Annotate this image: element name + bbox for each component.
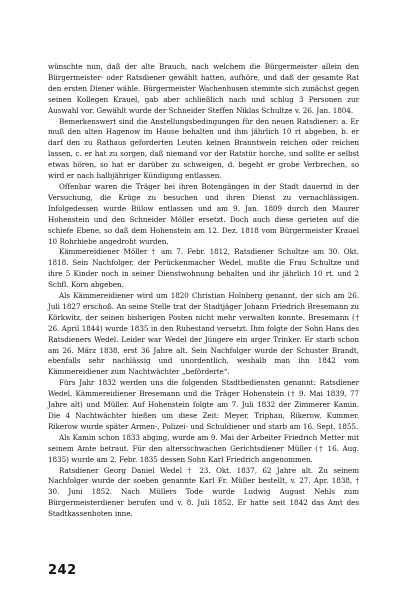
paragraph-conditions: Bemerkenswert sind die Anstellungsbedingungen für den neuen Ratsdiener: a. Er muß den alten Hagenow im Hause behalten und ihm jährlich 10 rt abgeben, b. er darf den zu Rathaus geforderten Leuten keinen Branntwein reichen oder reichen lassen, c. er hat zu sorgen, daß niemand vor der Ratstür horche, und sollte er selbst etwas hören, so hat er darüber zu schweigen, d. begeht er grobe Verbrechen, so wird er nach halbjähriger Kündigung entlassen. — [48, 116, 359, 181]
paragraph-porters: Offenbar waren die Träger bei ihren Botengängen in der Stadt dauernd in der Versuchung, die Krüge zu besuchen und ihren Dienst zu vernachlässigen. Infolgedessen wurde Bülow entlassen und am 9. Jan. 1809 durch den Maurer Hohenstein und den Schneider Möller ersetzt. Doch auch diese gerieten auf die schiefe Ebene, so daß dem Hohenstein am 12. Dez. 1818 vom Bürgermeister Krauel 10 Rohrhiebe angedroht wurden. — [48, 181, 359, 246]
paragraph-moeller-schultze: Kämmereidiener Möller † am 7. Febr. 1812, Ratsdiener Schultze am 30. Okt. 1818. Sein Nachfolger, der Perückenmacher Wedel, mußte die Frau Schultze und ihre 5 Kinder noch in seiner Dienstwohnung behalten und ihr jährlich 10 rt. und 2 Schfl. Korn abgeben. — [48, 247, 359, 290]
paragraph-wedel-successor: Ratsdiener Georg Daniel Wedel † 23. Okt. 1837, 62 Jahre alt. Zu seinem Nachfolger wurde der soeben genannte Karl Fr. Müller bestellt, v. 27. Apr. 1838, † 30. Juni 1852. Nach Müllers Tode wurde Ludwig August Nehls zum Bürgermeisterdiener berufen und v. 8. Juli 1852. Er hatte seit 1842 das Amt des Stadtkassenboten inne. — [48, 465, 359, 519]
page-body-text — [48, 62, 359, 520]
paragraph-kamin: Als Kamin schon 1833 abging, wurde am 9. Mai der Arbeiter Friedrich Metter mit seinem Amte betraut. Für den altersschwachen Gerichtsdiener Müller († 16. Aug. 1835) wurde am 2. Febr. 1835 dessen Sohn Karl Friedrich angenommen. — [48, 432, 359, 464]
paragraph-kaemmereidiener: Als Kämmereidiener wird um 1820 Christian Holnberg genannt, der sich am 26. Juli 1827 erschoß. An seine Stelle trat der Stadtjäger Johann Friedrich Bresemann zu Körkwitz, der seinen bisherigen Posten nicht mehr verwalten konnte. Bresemann († 26. April 1844) wurde 1835 in den Ruhestand versetzt. Ihm folgte der Sohn Hans des Ratsdieners Wedel. Leider war Wedel der Jüngere ein arger Trinker. Er starb schon am 26. März 1838, erst 36 Jahre alt. Sein Nachfolger wurde der Schuster Brandt, ebenfalls sehr nachlässig und unordentlich, weshalb man ihn 1842 vom Kämmereidiener zum Nachtwächter „beförderte“. — [48, 291, 359, 377]
paragraph-continuation: wünschte nun, daß der alte Brauch, nach welchem die Bürgermeister allein den Bürgermeister- oder Ratsdiener gewählt hatten, aufhöre, und daß der gesamte Rat den ersten Diener wähle. Bürgermeister Wachenhusen stemmte sich zunächst gegen seinen Kollegen Krauel, gab aber schließlich nach und schlug 3 Personen zur Auswahl vor. Gewählt wurde der Schneider Steffen Niklas Schultze v. 26. Jan. 1804. — [48, 62, 359, 115]
paragraph-year-1832: Fürs Jahr 1832 werden uns die folgenden Stadtbediensten genannt: Ratsdiener Wedel, Kämmereidiener Bresemann und die Träger Hohenstein († 9. Mai 1839, 77 Jahre alt) und Müller. Auf Hohenstein folgte am 7. Juli 1832 der Zimmerer Kamin. Die 4 Nachtwächter hießen um diese Zeit: Meyer, Triphan, Rikerow, Kummer. Rikerow wurde später Armen-, Polizei- und Schuldiener und starb am 16. Sept. 1855. — [48, 378, 359, 431]
page-number: 242 — [48, 563, 77, 578]
